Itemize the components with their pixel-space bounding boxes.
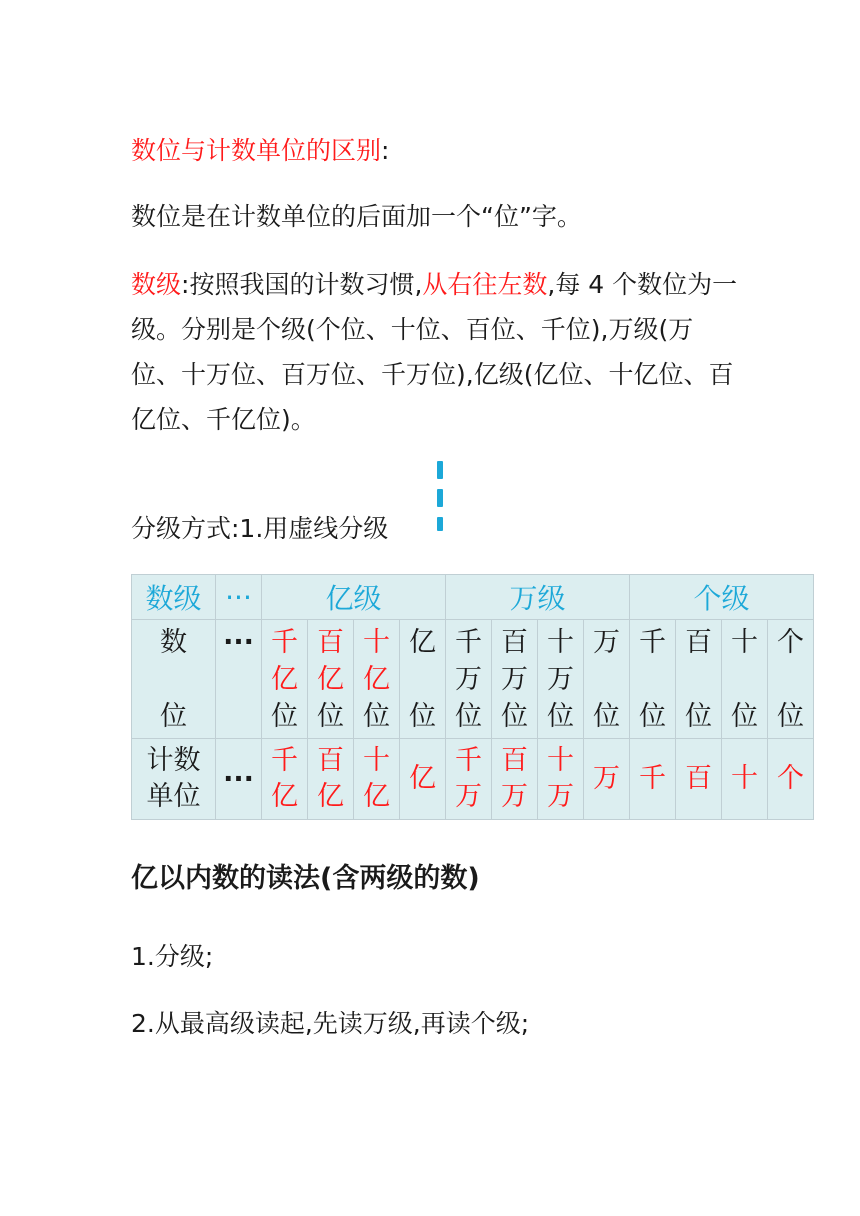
digit-cell: 百 亿 位 [308, 620, 354, 739]
unit-cell: 十 [722, 739, 768, 820]
unit-label-bottom: 单位 [146, 781, 201, 812]
levels-paragraph [131, 262, 741, 442]
unit-cell: 千 亿 [262, 739, 308, 820]
levels-term: 数级 [131, 270, 182, 299]
levels-text-2: ,每 4 个数位为一级。分别是个级(个位、十位、百位、千位),万级(万位、十万位、百万位、千万位),亿级(亿位、十亿位、百亿位、千亿位)。 [131, 270, 738, 434]
section-heading [131, 128, 389, 173]
place-value-table [131, 574, 814, 820]
level-yi: 亿级 [262, 575, 446, 620]
reading-step-1: 1.分级; [131, 942, 214, 971]
digit-cell: 十 亿 位 [354, 620, 400, 739]
dashed-divider [437, 461, 445, 541]
unit-cell: 十 亿 [354, 739, 400, 820]
heading-red-text: 数位与计数单位的区别 [131, 136, 382, 165]
digit-cell: 万 位 [584, 620, 630, 739]
definition-text: 数位是在计数单位的后面加一个“位”字。 [131, 202, 582, 231]
unit-cell: 万 [584, 739, 630, 820]
digit-label-top: 数 [160, 627, 187, 658]
digit-label-bottom: 位 [160, 701, 187, 732]
level-ellipsis: ··· [216, 575, 262, 620]
heading-colon: : [381, 136, 390, 165]
reading-step-2: 2.从最高级读起,先读万级,再读个级; [131, 1009, 530, 1038]
level-ge: 个级 [630, 575, 814, 620]
level-row [132, 575, 814, 620]
method-label: 分级方式:1.用虚线分级 [131, 514, 389, 543]
level-label: 数级 [132, 575, 216, 620]
levels-text-1: :按照我国的计数习惯, [181, 270, 423, 299]
unit-cell: 千 万 [446, 739, 492, 820]
digit-cell: 千 位 [630, 620, 676, 739]
digit-cell: 百 位 [676, 620, 722, 739]
digit-cell: 千 亿 位 [262, 620, 308, 739]
digit-label [132, 620, 216, 739]
unit-cell: 十 万 [538, 739, 584, 820]
unit-cell: 亿 [400, 739, 446, 820]
level-wan: 万级 [446, 575, 630, 620]
levels-emphasis: 从右往左数 [422, 270, 548, 299]
digit-cell: 个 位 [768, 620, 814, 739]
digit-ellipsis: ··· [216, 620, 262, 739]
unit-cell: 百 [676, 739, 722, 820]
digit-cell: 十 位 [722, 620, 768, 739]
unit-label-top: 计数 [146, 745, 201, 776]
unit-ellipsis: ··· [216, 739, 262, 820]
unit-cell: 个 [768, 739, 814, 820]
unit-cell: 千 [630, 739, 676, 820]
reading-title: 亿以内数的读法(含两级的数) [131, 863, 480, 894]
unit-cell: 百 亿 [308, 739, 354, 820]
digit-cell: 百 万 位 [492, 620, 538, 739]
unit-row [132, 739, 814, 820]
digit-row [132, 620, 814, 739]
digit-cell: 十 万 位 [538, 620, 584, 739]
unit-label [132, 739, 216, 820]
digit-cell: 千 万 位 [446, 620, 492, 739]
unit-cell: 百 万 [492, 739, 538, 820]
digit-cell: 亿 位 [400, 620, 446, 739]
